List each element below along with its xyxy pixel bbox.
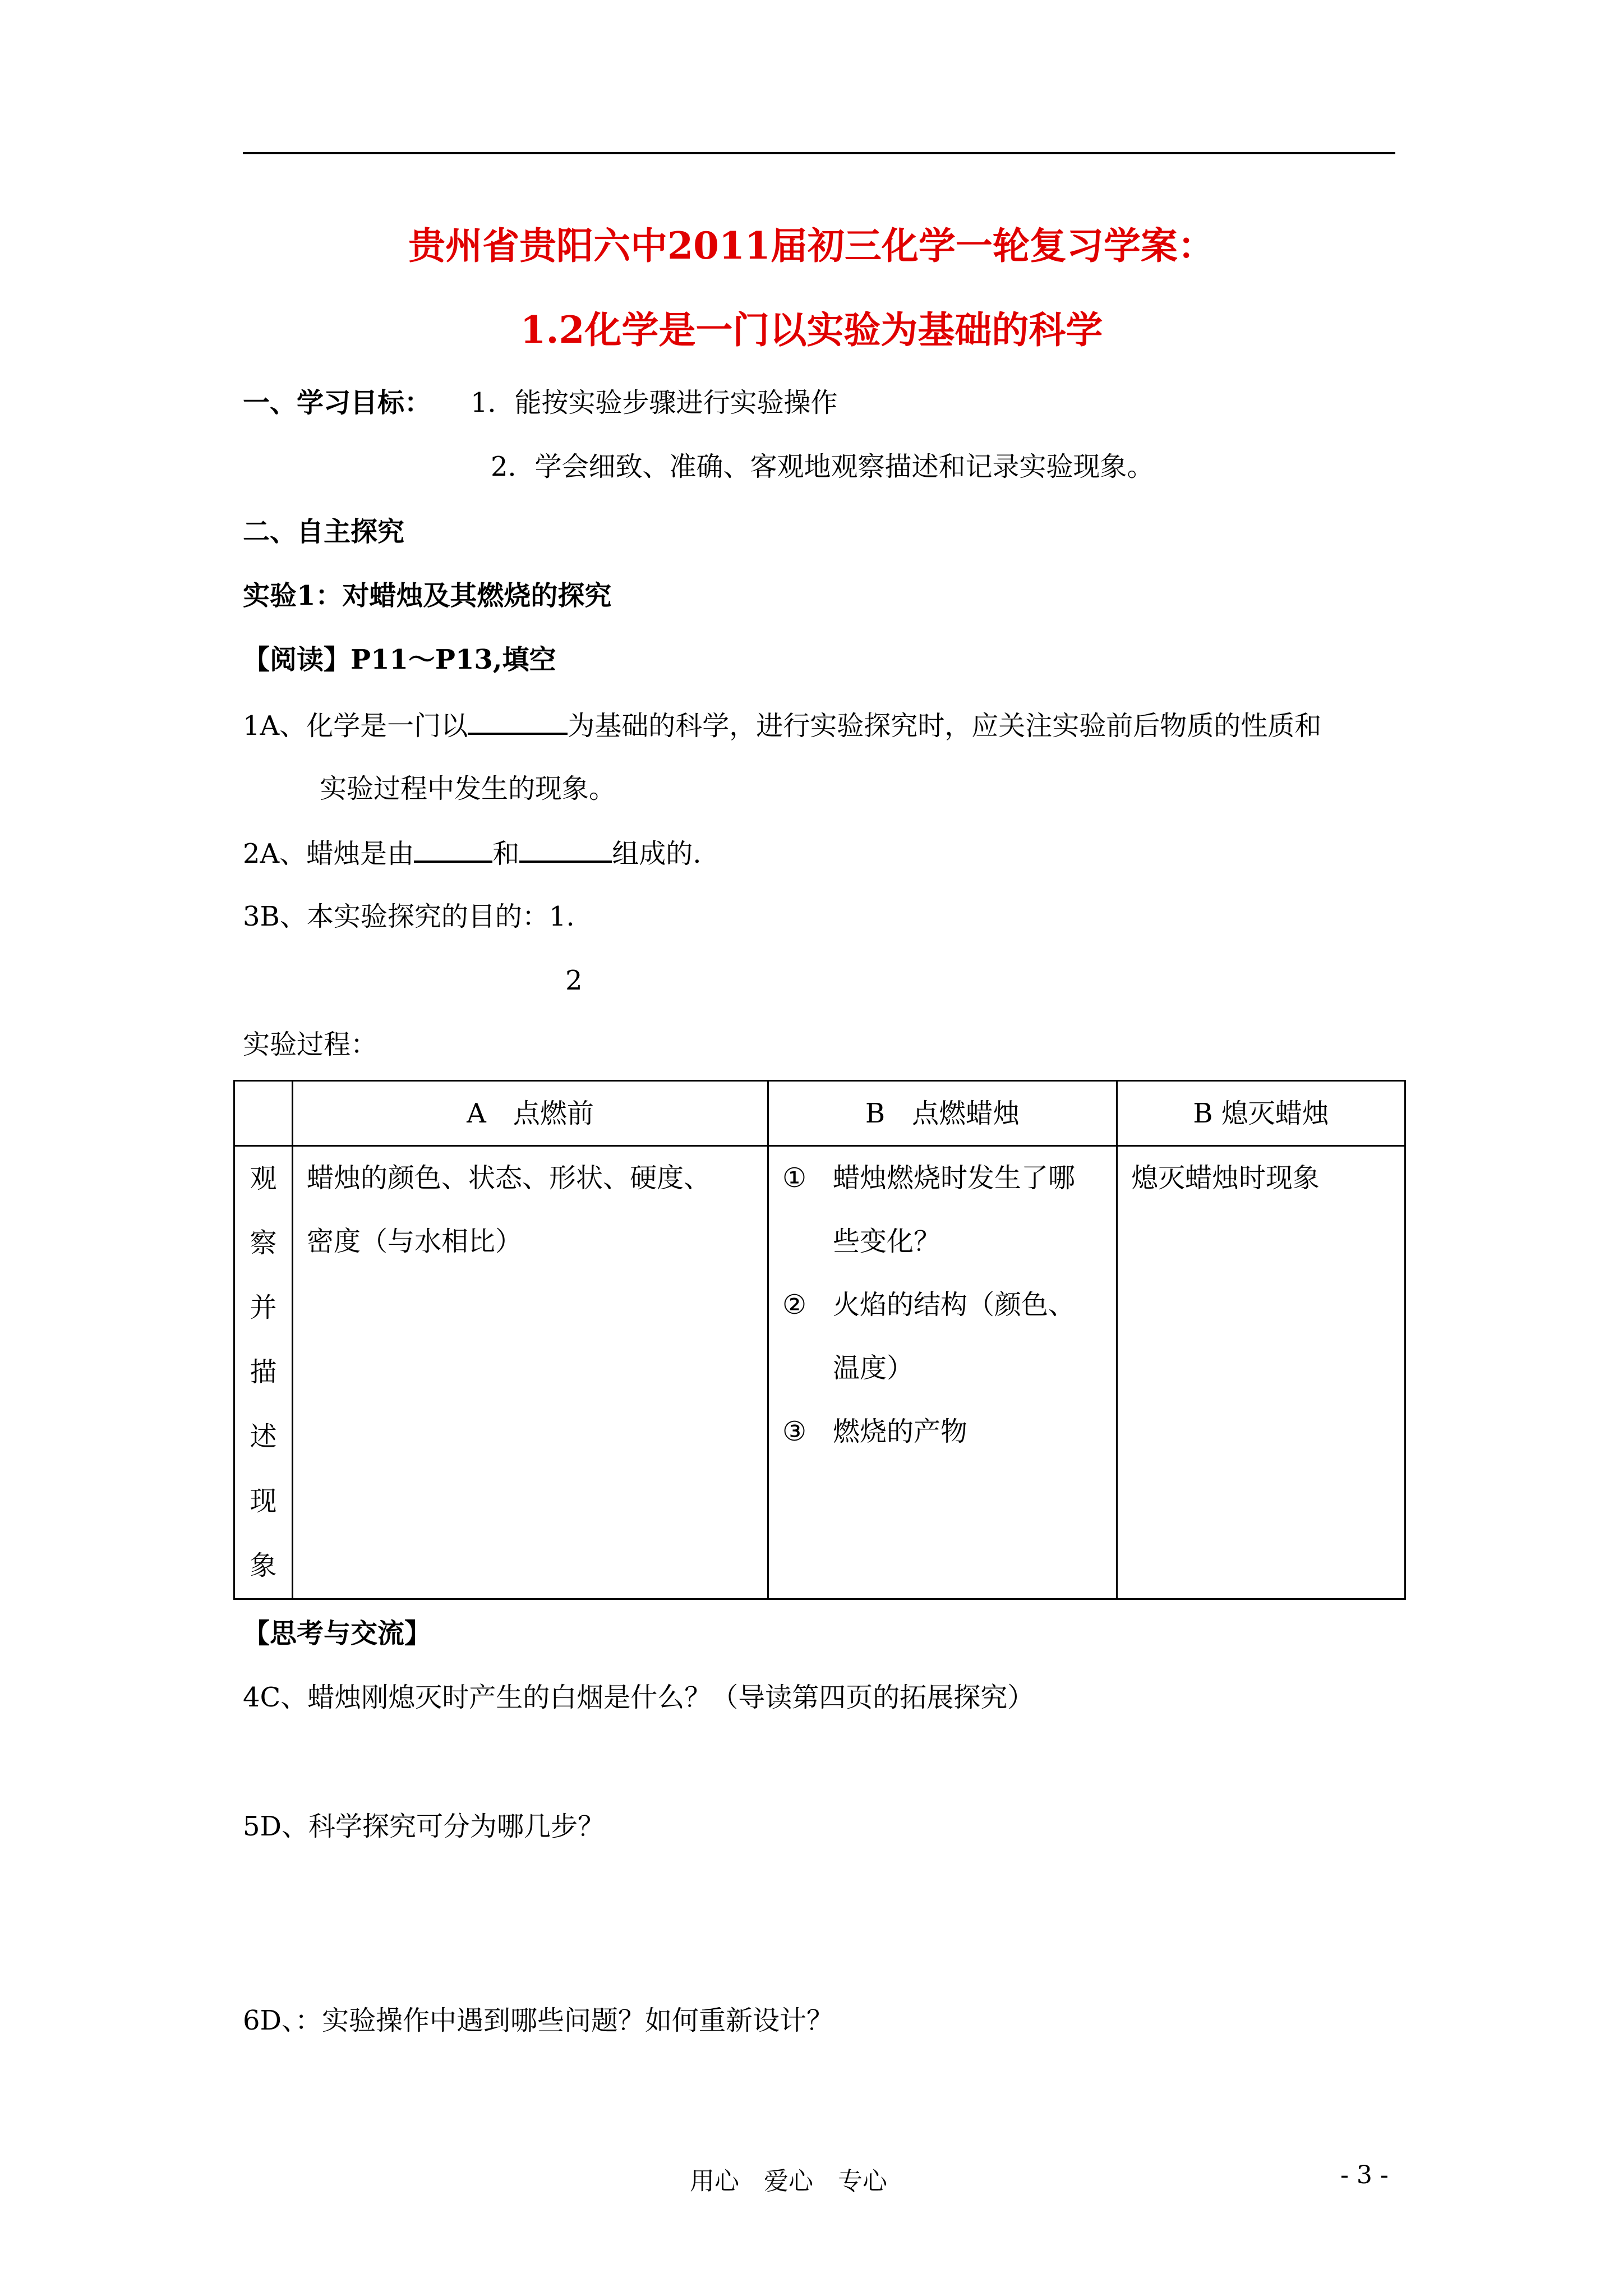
section1-heading: 一、学习目标： — [243, 387, 432, 418]
header-lighting-candle: B 点燃蜡烛 — [768, 1081, 1117, 1146]
item-2-line2: 温度） — [833, 1352, 914, 1384]
goal-1: 1．能按实验步骤进行实验操作 — [471, 387, 838, 418]
q2-blank-2[interactable] — [519, 836, 612, 863]
discussion-heading: 【思考与交流】 — [243, 1618, 432, 1649]
section2-heading: 二、自主探究 — [243, 516, 405, 547]
header-empty-cell — [234, 1081, 293, 1146]
row-label-char: 描 — [250, 1356, 277, 1388]
header-extinguish-candle: B 熄灭蜡烛 — [1117, 1081, 1405, 1146]
circled-number-3: ③ — [782, 1416, 807, 1447]
table-header-row — [234, 1081, 1405, 1146]
cell-extinguish — [1117, 1146, 1405, 1599]
item-1-line1: 蜡烛燃烧时发生了哪 — [833, 1162, 1076, 1194]
q1-line2: 实验过程中发生的现象。 — [320, 773, 616, 804]
experiment-table — [233, 1080, 1406, 1600]
q1-prefix: 1A、化学是一门以 — [243, 710, 468, 742]
q3-item-2: 2 — [565, 965, 583, 996]
row-label-char: 述 — [250, 1421, 277, 1452]
document-title: 贵州省贵阳六中2011届初三化学一轮复习学案： — [408, 224, 1215, 268]
page-number: - 3 - — [1340, 2161, 1389, 2189]
learning-goals — [243, 386, 838, 420]
row-label-char: 并 — [250, 1292, 277, 1323]
cell-before-lighting — [293, 1146, 768, 1599]
cell-lighting — [768, 1146, 1117, 1599]
question-1 — [243, 708, 1321, 743]
q2-prefix: 2A、蜡烛是由 — [243, 838, 414, 869]
row-label-char: 观 — [250, 1163, 277, 1194]
q1-suffix: 为基础的科学，进行实验探究时，应关注实验前后物质的性质和 — [568, 710, 1322, 742]
item-2-line1: 火焰的结构（颜色、 — [833, 1289, 1076, 1320]
item-1 — [782, 1147, 1103, 1210]
table-row-observation — [234, 1146, 1405, 1599]
question-4: 4C、蜡烛刚熄灭时产生的白烟是什么？（导读第四页的拓展探究） — [243, 1682, 1035, 1713]
cell-text: 密度（与水相比） — [307, 1226, 523, 1257]
q2-blank-1[interactable] — [414, 836, 492, 863]
header-rule — [243, 152, 1395, 154]
reading-heading: 【阅读】P11～P13,填空 — [243, 644, 556, 675]
goal-2: 2．学会细致、准确、客观地观察描述和记录实验现象。 — [491, 451, 1154, 482]
experiment1-heading: 实验1：对蜡烛及其燃烧的探究 — [243, 580, 612, 611]
document-subtitle: 1.2化学是一门以实验为基础的科学 — [520, 308, 1103, 352]
item-3 — [782, 1400, 1103, 1464]
question-5: 5D、科学探究可分为哪几步？ — [243, 1811, 605, 1842]
q1-blank[interactable] — [468, 708, 568, 735]
item-1-line2: 些变化？ — [833, 1226, 941, 1257]
row-label-char: 象 — [250, 1550, 277, 1581]
footer-motto: 用心 爱心 专心 — [690, 2167, 887, 2196]
question-6: 6D、：实验操作中遇到哪些问题？如何重新设计？ — [243, 2005, 834, 2036]
item-2 — [782, 1273, 1103, 1337]
question-3: 3B、本实验探究的目的：1. — [243, 901, 575, 932]
circled-number-1: ① — [782, 1162, 807, 1194]
item-3-line1: 燃烧的产物 — [833, 1416, 968, 1447]
q2-suffix: 组成的. — [612, 838, 702, 869]
q2-mid: 和 — [492, 838, 520, 869]
process-label: 实验过程： — [243, 1029, 378, 1060]
circled-number-2: ② — [782, 1289, 807, 1320]
cell-text: 蜡烛的颜色、状态、形状、硬度、 — [307, 1162, 711, 1194]
row-label-char: 现 — [250, 1485, 277, 1517]
cell-text: 熄灭蜡烛时现象 — [1131, 1162, 1320, 1194]
row-label — [234, 1146, 293, 1599]
header-before-lighting: A 点燃前 — [293, 1081, 768, 1146]
row-label-char: 察 — [250, 1227, 277, 1259]
question-2 — [243, 836, 702, 871]
